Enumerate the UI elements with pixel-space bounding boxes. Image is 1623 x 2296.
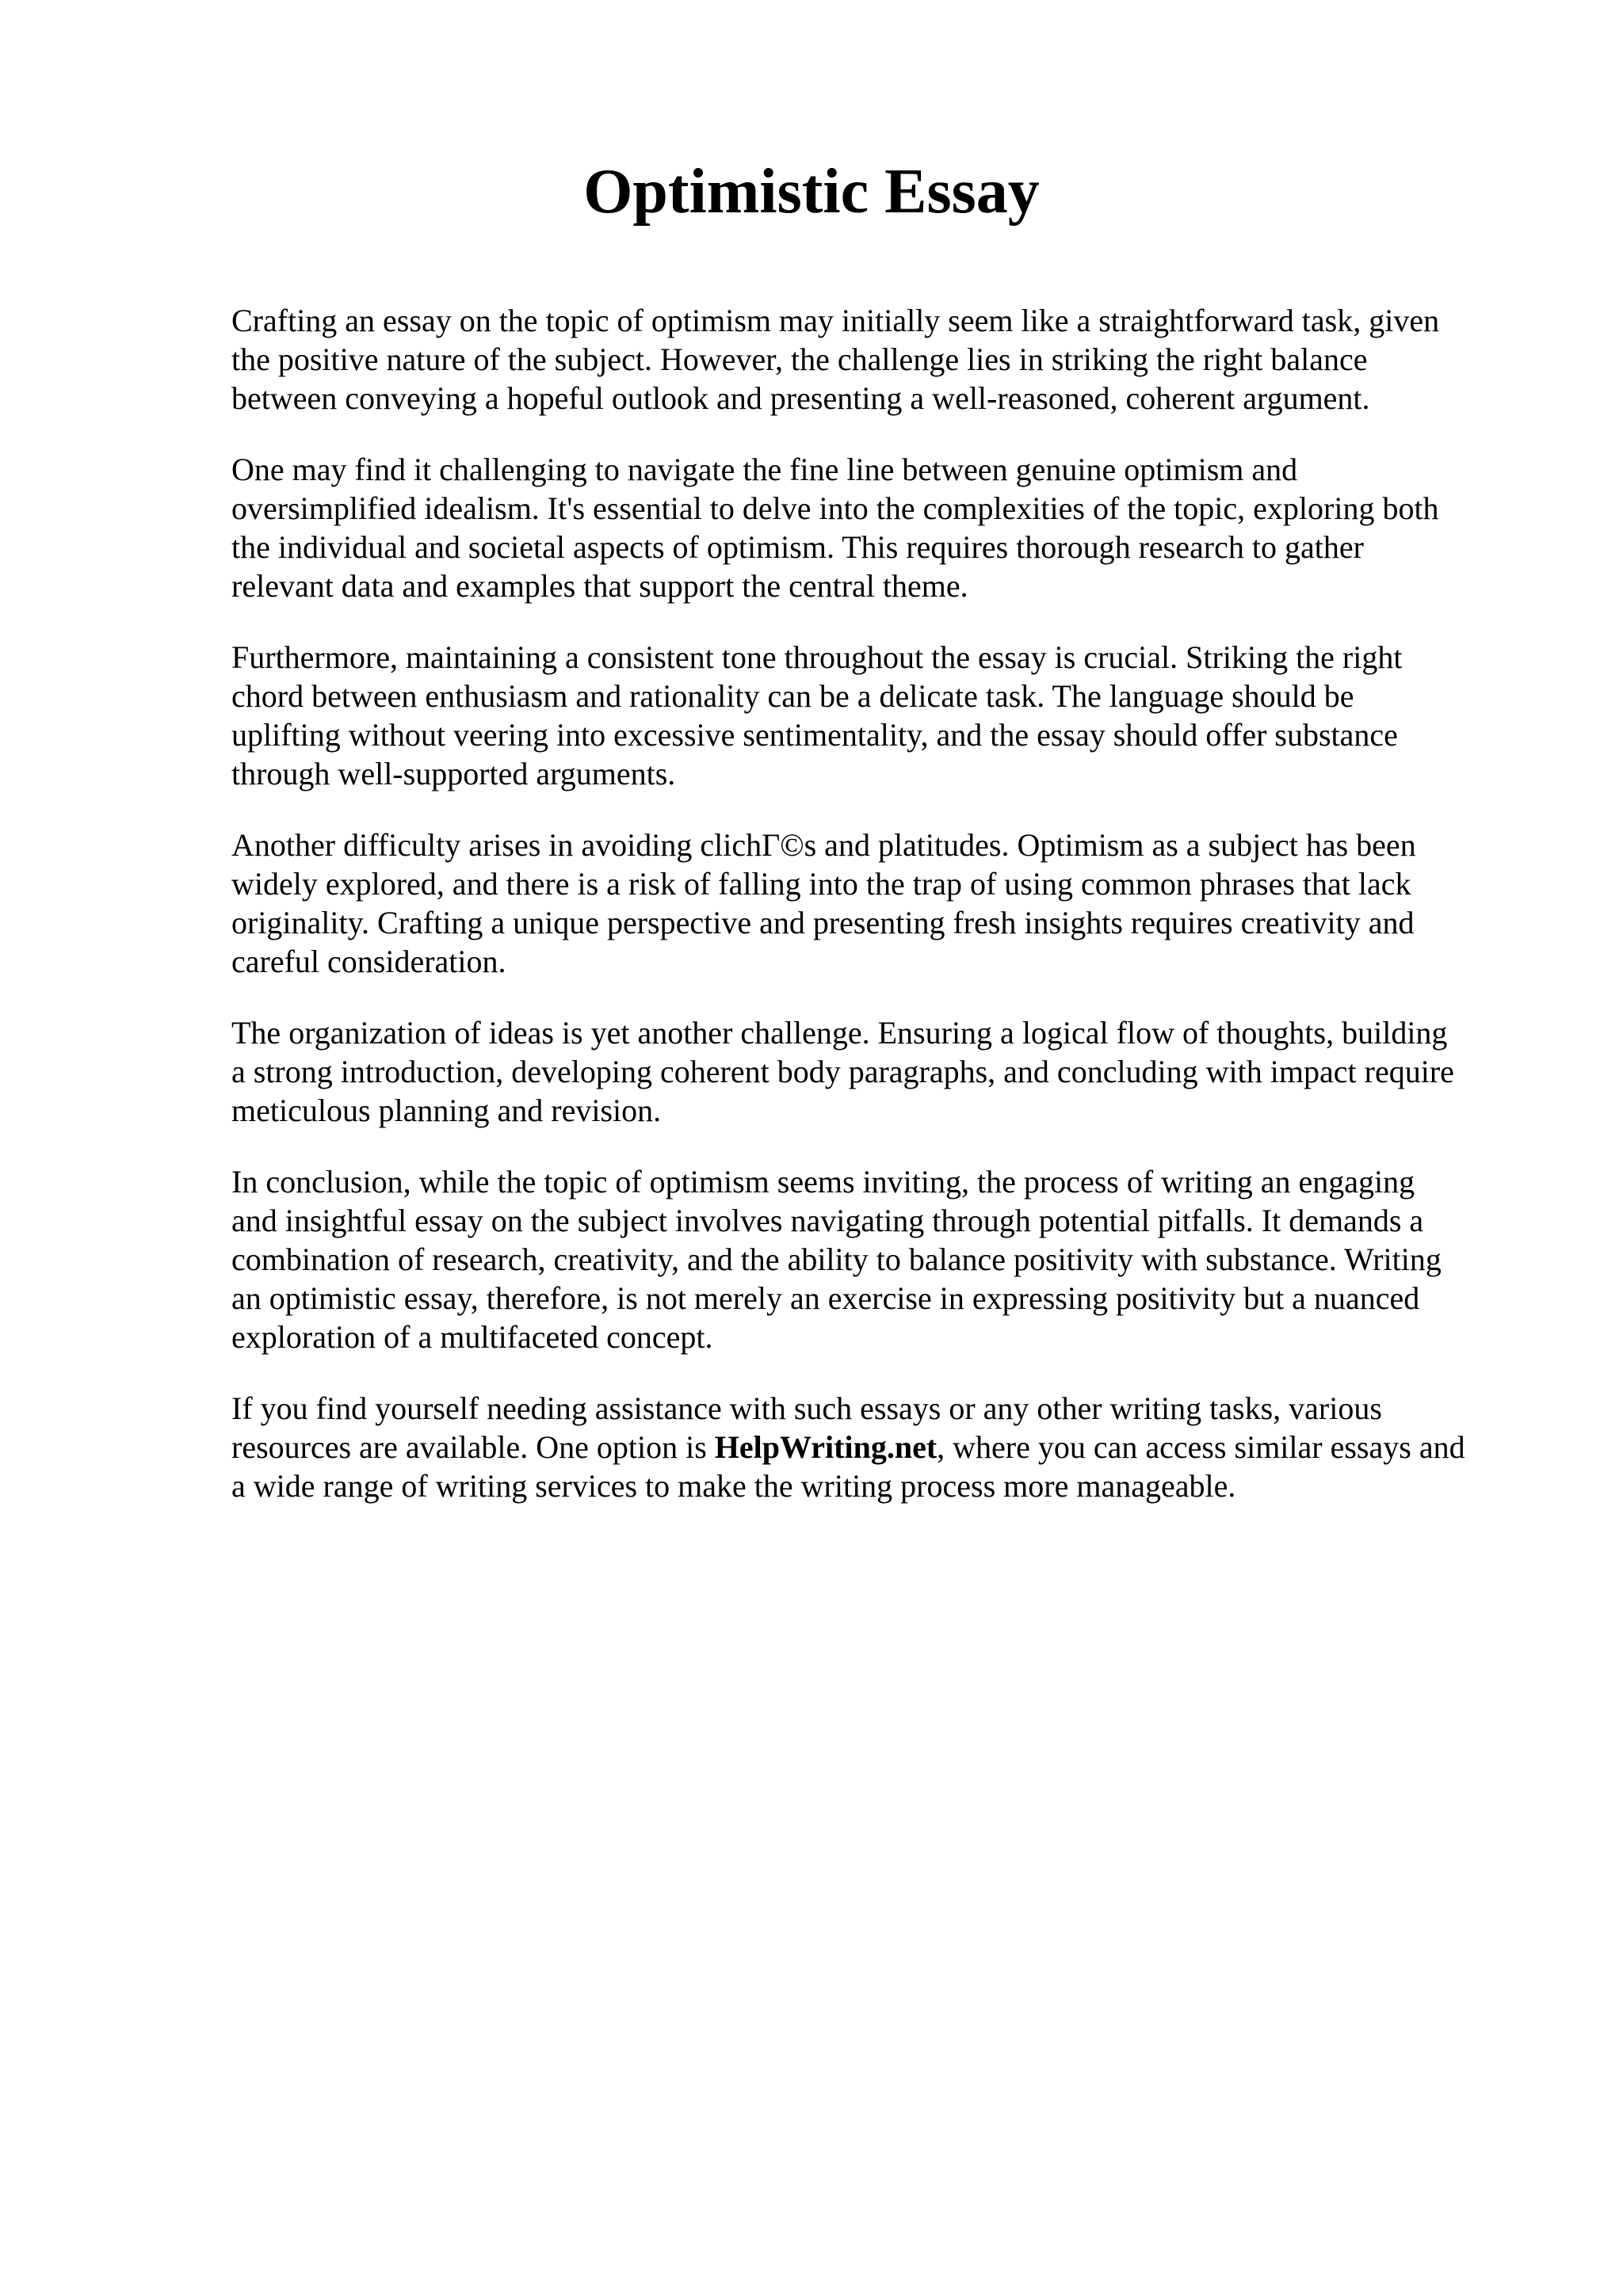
text-line: originality. Crafting a unique perspective and presenting fresh insights requires creativity and bbox=[231, 905, 1415, 940]
text-line: a strong introduction, developing coherent body paragraphs, and concluding with impact require bbox=[231, 1054, 1454, 1089]
paragraph-5 bbox=[231, 1013, 1547, 1130]
text-line: careful consideration. bbox=[231, 944, 506, 979]
text-line: a wide range of writing services to make the writing process more manageable. bbox=[231, 1468, 1236, 1504]
text-line: the positive nature of the subject. However, the challenge lies in striking the right balance bbox=[231, 341, 1368, 377]
text-line: through well-supported arguments. bbox=[231, 756, 676, 791]
paragraph-6 bbox=[231, 1162, 1547, 1356]
document-title: Optimistic Essay bbox=[583, 157, 1040, 227]
text-line: Another difficulty arises in avoiding clichГ©s and platitudes. Optimism as a subject has been bbox=[231, 827, 1416, 863]
closing-paragraph bbox=[231, 1389, 1547, 1505]
paragraph-4 bbox=[231, 826, 1547, 981]
text-line: One may find it challenging to navigate the fine line between genuine optimism and bbox=[231, 452, 1298, 487]
text-line: oversimplified idealism. It's essential to delve into the complexities of the topic, exploring both bbox=[231, 490, 1439, 526]
text-line: If you find yourself needing assistance with such essays or any other writing tasks, various bbox=[231, 1390, 1382, 1426]
essay-body bbox=[231, 301, 1547, 1538]
text-fragment: resources are available. One option is bbox=[231, 1429, 715, 1465]
text-line: the individual and societal aspects of optimism. This requires thorough research to gather bbox=[231, 529, 1364, 565]
helpwriting-link[interactable]: HelpWriting.net bbox=[714, 1429, 938, 1465]
text-fragment: , where you can access similar essays and bbox=[937, 1429, 1465, 1465]
text-line: combination of research, creativity, and the ability to balance positivity with substance. Writing bbox=[231, 1241, 1442, 1277]
text-line: meticulous planning and revision. bbox=[231, 1093, 662, 1128]
text-line: widely explored, and there is a risk of falling into the trap of using common phrases that lack bbox=[231, 866, 1411, 902]
text-line: between conveying a hopeful outlook and presenting a well-reasoned, coherent argument. bbox=[231, 380, 1370, 416]
text-line: and insightful essay on the subject involves navigating through potential pitfalls. It demands a bbox=[231, 1203, 1424, 1238]
text-line bbox=[231, 1428, 1547, 1466]
text-line: uplifting without veering into excessive sentimentality, and the essay should offer substance bbox=[231, 717, 1398, 753]
text-line: relevant data and examples that support the central theme. bbox=[231, 568, 968, 604]
text-line: In conclusion, while the topic of optimism seems inviting, the process of writing an engaging bbox=[231, 1164, 1415, 1199]
paragraph-3 bbox=[231, 638, 1547, 793]
paragraph-2 bbox=[231, 450, 1547, 605]
text-line: Crafting an essay on the topic of optimism may initially seem like a straightforward task, given bbox=[231, 303, 1440, 338]
text-line: Furthermore, maintaining a consistent tone throughout the essay is crucial. Striking the right bbox=[231, 639, 1403, 675]
paragraph-1 bbox=[231, 301, 1547, 418]
text-line: an optimistic essay, therefore, is not merely an exercise in expressing positivity but a nuanced bbox=[231, 1280, 1420, 1316]
text-line: exploration of a multifaceted concept. bbox=[231, 1319, 713, 1355]
text-line: chord between enthusiasm and rationality can be a delicate task. The language should be bbox=[231, 678, 1354, 714]
text-line: The organization of ideas is yet another challenge. Ensuring a logical flow of thoughts, building bbox=[231, 1015, 1448, 1051]
